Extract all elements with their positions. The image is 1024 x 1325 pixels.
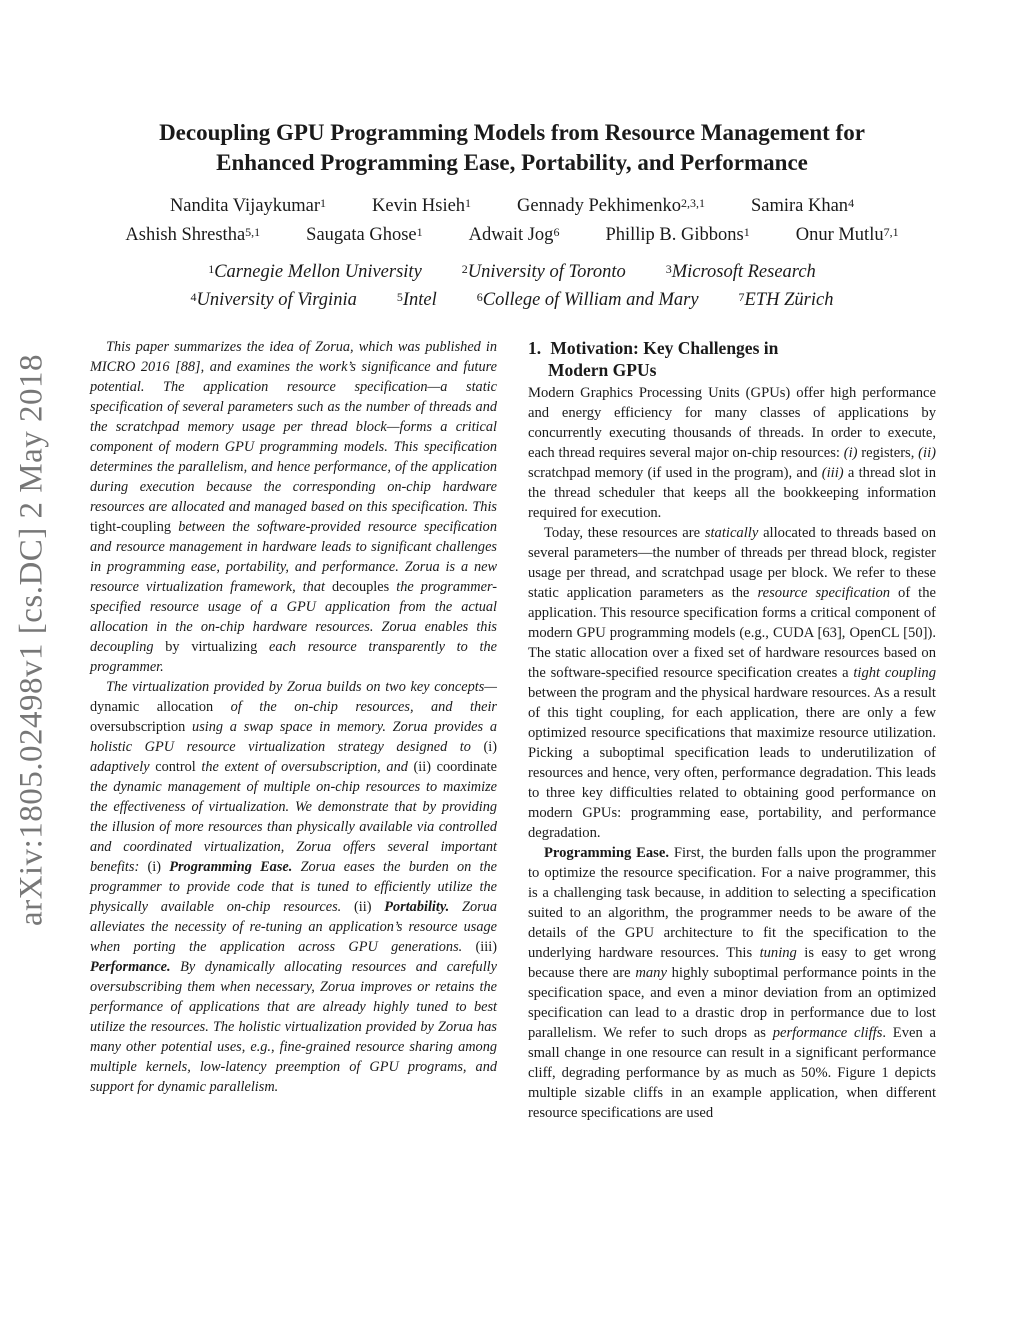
affiliation: $^1$Carnegie Mellon University: [208, 262, 422, 282]
section-motivation: [528, 337, 936, 1123]
author: Saugata Ghose$^1$: [306, 225, 423, 245]
title-line-1: Decoupling GPU Programming Models from Resource Management for: [159, 120, 865, 145]
affiliation: $^2$University of Toronto: [461, 262, 626, 282]
author: Gennady Pekhimenko$^{2,3,1}$: [517, 196, 705, 216]
affiliation: $^5$Intel: [396, 290, 437, 310]
abstract-paragraph-1: This paper summarizes the idea of Zorua, which was published in MICRO 2016 [88], and examines the work’s significance and future potential. The application resource specification—a static specification of several parameters such as the number of threads and the scratchpad memory usage per thread block—forms a critical component of modern GPU programming models. This specification determines the parallelism, and hence performance, of the application during execution because the corresponding on-chip hardware resources are allocated and managed based on this specification. This tight-coupling between the software-provided resource specification and resource management in hardware leads to significant challenges in programming ease, portability, and performance. Zorua is a new resource virtualization framework, that decouples the programmer-specified resource usage of a GPU application from the actual allocation in the on-chip hardware resources. Zorua enables this decoupling by virtualizing each resource transparently to the programmer.: [90, 339, 497, 675]
affiliation-list: [80, 258, 944, 314]
affiliation: $^4$University of Virginia: [190, 290, 357, 310]
arxiv-stamp: [10, 350, 54, 930]
section-paragraph-2: Today, these resources are statically allocated to threads based on several parameters—the number of threads per thread block, register usage per thread, and scratchpad usage per block. We refer to these static application parameters as the resource specification of the application. This resource specification forms a critical component of modern GPU programming models (e.g., CUDA [63], OpenCL [50]). The static allocation over a fixed set of hardware resources based on the software-specified resource specification creates a tight coupling between the program and the physical hardware resources. As a result of this tight coupling, for each application, there are only a few optimized resource specifications that maximize resource utilization. Picking a suboptimal specification leads to underutilization of resources and hence, very often, performance degradation. This leads to three key difficulties related to obtaining good performance on modern GPUs: programming ease, portability, and performance degradation.: [528, 525, 936, 841]
affiliation: $^3$Microsoft Research: [665, 262, 816, 282]
arxiv-stamp-text: arXiv:1805.02498v1 [cs.DC] 2 May 2018: [13, 353, 50, 927]
section-paragraph-3: Programming Ease. First, the burden falls upon the programmer to optimize the resource specification. For a naive programmer, this is a challenging task because, in addition to selecting a specification suited to an algorithm, the programmer needs to be aware of the details of the GPU architecture to fit the specification to the underlying hardware resources. This tuning is easy to get wrong because there are many highly suboptimal performance points in the specification space, and even a minor deviation from an optimized specification can lead to a drastic drop in performance due to lost parallelism. We refer to such drops as performance cliffs. Even a small change in one resource can result in a significant performance cliff, degrading performance by as much as 50%. Figure 1 depicts multiple sizable cliffs in an example application, when different resource specifications are used: [528, 845, 937, 1121]
author-list: [80, 192, 944, 250]
paper-title: [80, 118, 944, 178]
affiliation: $^6$College of William and Mary: [476, 290, 699, 310]
affiliation-row-1: [80, 258, 944, 286]
author-row-1: [80, 192, 944, 221]
abstract-paragraph-2: The virtualization provided by Zorua builds on two key concepts—dynamic allocation of the on-chip resources, and their oversubscription using a swap space in memory. Zorua provides a holistic GPU resource virtualization strategy designed to (i) adaptively control the extent of oversubscription, and (ii) coordinate the dynamic management of multiple on-chip resources to maximize the effectiveness of virtualization. We demonstrate that by providing the illusion of more resources than physically available via controlled and coordinated virtualization, Zorua offers several important benefits: (i) Programming Ease. Zorua eases the burden on the programmer to provide code that is tuned to efficiently utilize the physically available on-chip resources. (ii) Portability. Zorua alleviates the necessity of re-tuning an application’s resource usage when porting the application across GPU generations. (iii) Performance. By dynamically allocating resources and carefully oversubscribing them when necessary, Zorua improves or retains the performance of applications that are already highly tuned to best utilize the resources. The holistic virtualization provided by Zorua has many other potential uses, e.g., fine-grained resource sharing among multiple kernels, low-latency preemption of GPU programs, and support for dynamic parallelism.: [90, 679, 498, 1095]
author: Nandita Vijaykumar$^1$: [169, 196, 327, 216]
abstract: [90, 337, 497, 1097]
affiliation-row-2: [80, 286, 944, 314]
author: Samira Khan$^4$: [750, 196, 855, 216]
section-heading: 1. Motivation: Key Challenges in Modern GPUs: [528, 338, 779, 380]
author: Ashish Shrestha$^{5,1}$: [125, 225, 261, 245]
author: Onur Mutlu$^{7,1}$: [795, 225, 899, 245]
title-line-2: Enhanced Programming Ease, Portability, and Performance: [216, 150, 808, 175]
section-paragraph-1: Modern Graphics Processing Units (GPUs) offer high performance and energy efficiency for many classes of applications by concurrently executing thousands of threads. In order to execute, each thread requires several major on-chip resources: (i) registers, (ii) scratchpad memory (if used in the program), and (iii) a thread slot in the thread scheduler that keeps all the bookkeeping information required for execution.: [528, 385, 936, 521]
author: Adwait Jog$^6$: [468, 225, 560, 245]
author: Phillip B. Gibbons$^1$: [605, 225, 750, 245]
author-row-2: [80, 221, 944, 250]
author: Kevin Hsieh$^1$: [372, 196, 472, 216]
affiliation: $^7$ETH Zürich: [738, 290, 834, 310]
